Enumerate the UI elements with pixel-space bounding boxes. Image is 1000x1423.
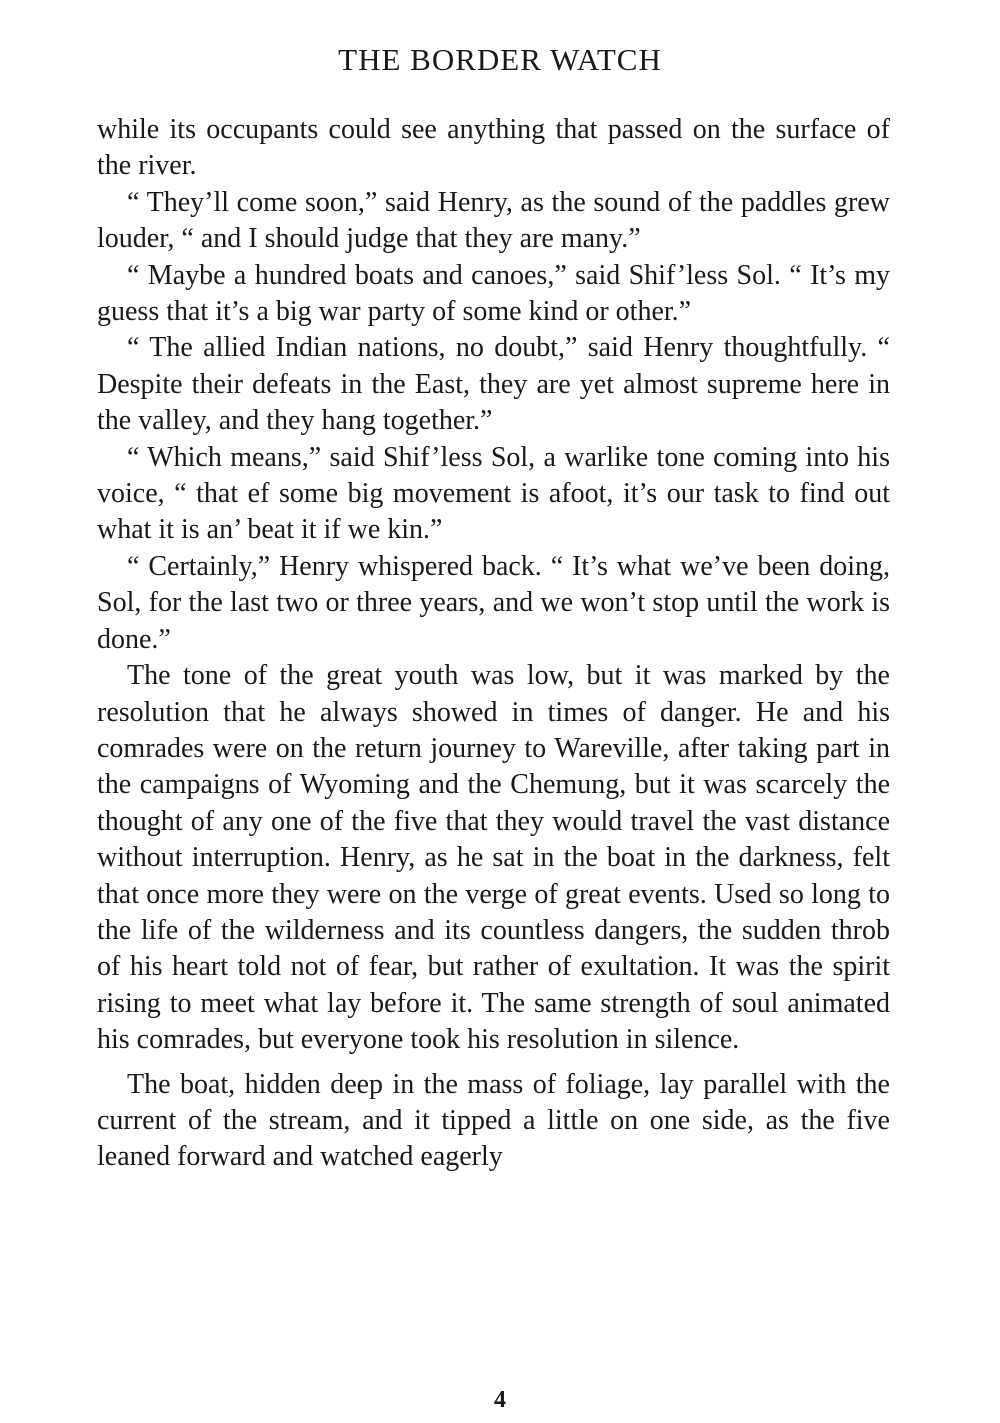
paragraph: “ They’ll come soon,” said Henry, as the sound of the paddles grew louder, “ and I should judge that they are many.”: [97, 186, 890, 255]
paragraph: “ Which means,” said Shif’less Sol, a warlike tone coming into his voice, “ that ef some big movement is afoot, it’s our task to find out what it is an’ beat it if we kin.”: [97, 441, 890, 546]
paragraph: The boat, hidden deep in the mass of foliage, lay parallel with the current of the stream, and it tipped a little on one side, as the five leaned forward and watched eagerly: [97, 1068, 890, 1173]
paragraph: “ Certainly,” Henry whispered back. “ It’s what we’ve been doing, Sol, for the last two or three years, and we won’t stop until the work is done.”: [97, 550, 890, 655]
page-number: 4: [494, 1387, 506, 1413]
running-title: THE BORDER WATCH: [338, 42, 662, 77]
paragraph: while its occupants could see anything that passed on the surface of the river.: [97, 114, 890, 182]
body-text: [97, 112, 890, 1176]
paragraph: The tone of the great youth was low, but it was marked by the resolution that he always showed in times of danger. He and his comrades were on the return journey to Wareville, after taking part in the campaigns of Wyoming and the Chemung, but it was scarcely the thought of any one of the five that they would travel the vast distance without interruption. Henry, as he sat in the boat in the darkness, felt that once more they were on the verge of great events. Used so long to the life of the wilderness and its countless dangers, the sudden throb of his heart told not of fear, but rather of exultation. It was the spirit rising to meet what lay before it. The same strength of soul animated his comrades, but everyone took his resolution in silence.: [97, 660, 890, 1056]
paragraph: “ The allied Indian nations, no doubt,” said Henry thoughtfully. “ Despite their defeats in the East, they are yet almost supreme here in the valley, and they hang together.”: [97, 332, 890, 437]
paragraph: “ Maybe a hundred boats and canoes,” said Shif’less Sol. “ It’s my guess that it’s a big war party of some kind or other.”: [97, 259, 890, 328]
